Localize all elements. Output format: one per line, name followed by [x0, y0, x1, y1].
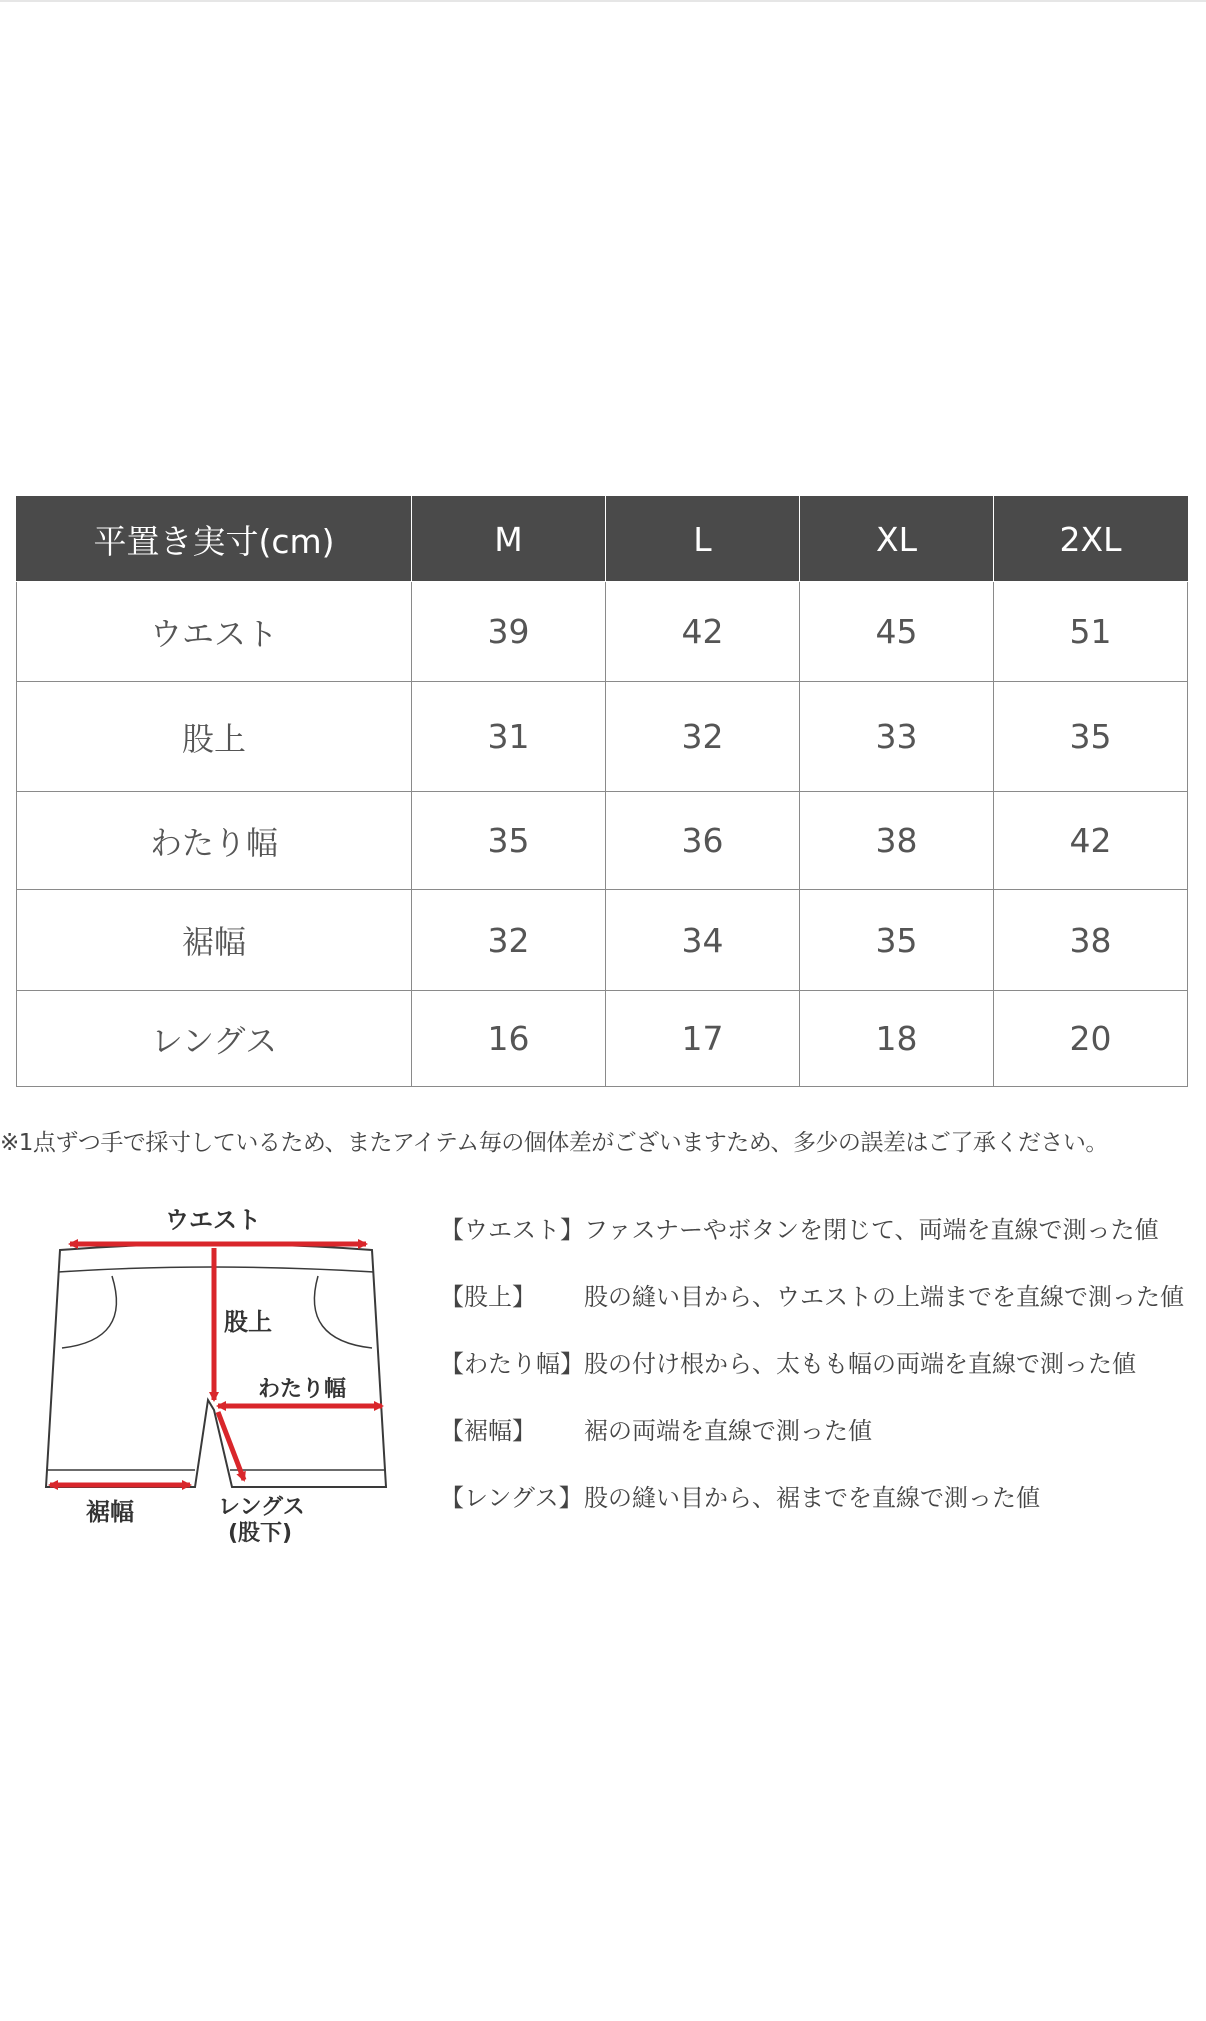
cell-value: 39 — [412, 582, 606, 682]
cell-value: 16 — [412, 991, 606, 1087]
table-row — [17, 682, 1188, 792]
hem-label: 裾幅 — [86, 1498, 134, 1526]
cell-value: 45 — [800, 582, 994, 682]
header-label: 平置き実寸(cm) — [17, 497, 412, 582]
left-pocket — [62, 1276, 116, 1348]
top-divider — [0, 0, 1206, 2]
legend-desc: ファスナーやボタンを閉じて、両端を直線で測った値 — [584, 1216, 1159, 1244]
cell-value: 33 — [800, 682, 994, 792]
shorts-illustration — [0, 1190, 420, 1550]
cell-value: 31 — [412, 682, 606, 792]
size-table-header — [17, 497, 1188, 582]
cell-value: 42 — [606, 582, 800, 682]
row-label: 股上 — [17, 682, 412, 792]
legend-term: 【わたり幅】 — [440, 1350, 584, 1378]
cell-value: 42 — [994, 792, 1188, 890]
legend-term: 【ウエスト】 — [440, 1216, 584, 1244]
cell-value: 34 — [606, 890, 800, 991]
cell-value: 32 — [606, 682, 800, 792]
size-table — [16, 496, 1188, 1087]
cell-value: 38 — [800, 792, 994, 890]
cell-value: 35 — [994, 682, 1188, 792]
legend-term: 【股上】 — [440, 1283, 536, 1311]
legend-term: 【レングス】 — [440, 1484, 583, 1512]
thigh-label: わたり幅 — [258, 1377, 347, 1402]
rise-label: 股上 — [224, 1308, 272, 1336]
cell-value: 51 — [994, 582, 1188, 682]
legend-desc: 裾の両端を直線で測った値 — [584, 1417, 872, 1445]
size-2xl: 2XL — [994, 497, 1188, 582]
legend-term: 【裾幅】 — [440, 1417, 536, 1445]
table-row — [17, 792, 1188, 890]
cell-value: 38 — [994, 890, 1188, 991]
row-label: ウエスト — [17, 582, 412, 682]
row-label: レングス — [17, 991, 412, 1087]
legend-desc: 股の付け根から、太もも幅の両端を直線で測った値 — [584, 1350, 1136, 1378]
cell-value: 20 — [994, 991, 1188, 1087]
row-label: 裾幅 — [17, 890, 412, 991]
length-sub-label: (股下) — [228, 1521, 293, 1546]
right-pocket — [314, 1276, 372, 1348]
legend-desc: 股の縫い目から、裾までを直線で測った値 — [584, 1484, 1040, 1512]
cell-value: 17 — [606, 991, 800, 1087]
cell-value: 18 — [800, 991, 994, 1087]
cell-value: 35 — [800, 890, 994, 991]
cell-value: 35 — [412, 792, 606, 890]
row-label: わたり幅 — [17, 792, 412, 890]
size-m: M — [412, 497, 606, 582]
legend-desc: 股の縫い目から、ウエストの上端までを直線で測った値 — [584, 1283, 1184, 1311]
table-row — [17, 582, 1188, 682]
shorts-diagram — [0, 1190, 420, 1550]
size-xl: XL — [800, 497, 994, 582]
length-label: レングス — [218, 1495, 305, 1520]
waist-label: ウエスト — [165, 1206, 261, 1234]
cell-value: 32 — [412, 890, 606, 991]
table-row — [17, 890, 1188, 991]
table-row — [17, 991, 1188, 1087]
size-l: L — [606, 497, 800, 582]
measurement-note: ※1点ずつ手で採寸しているため、またアイテム毎の個体差がございますため、多少の誤差はご了承ください。 — [0, 1130, 1108, 1156]
cell-value: 36 — [606, 792, 800, 890]
